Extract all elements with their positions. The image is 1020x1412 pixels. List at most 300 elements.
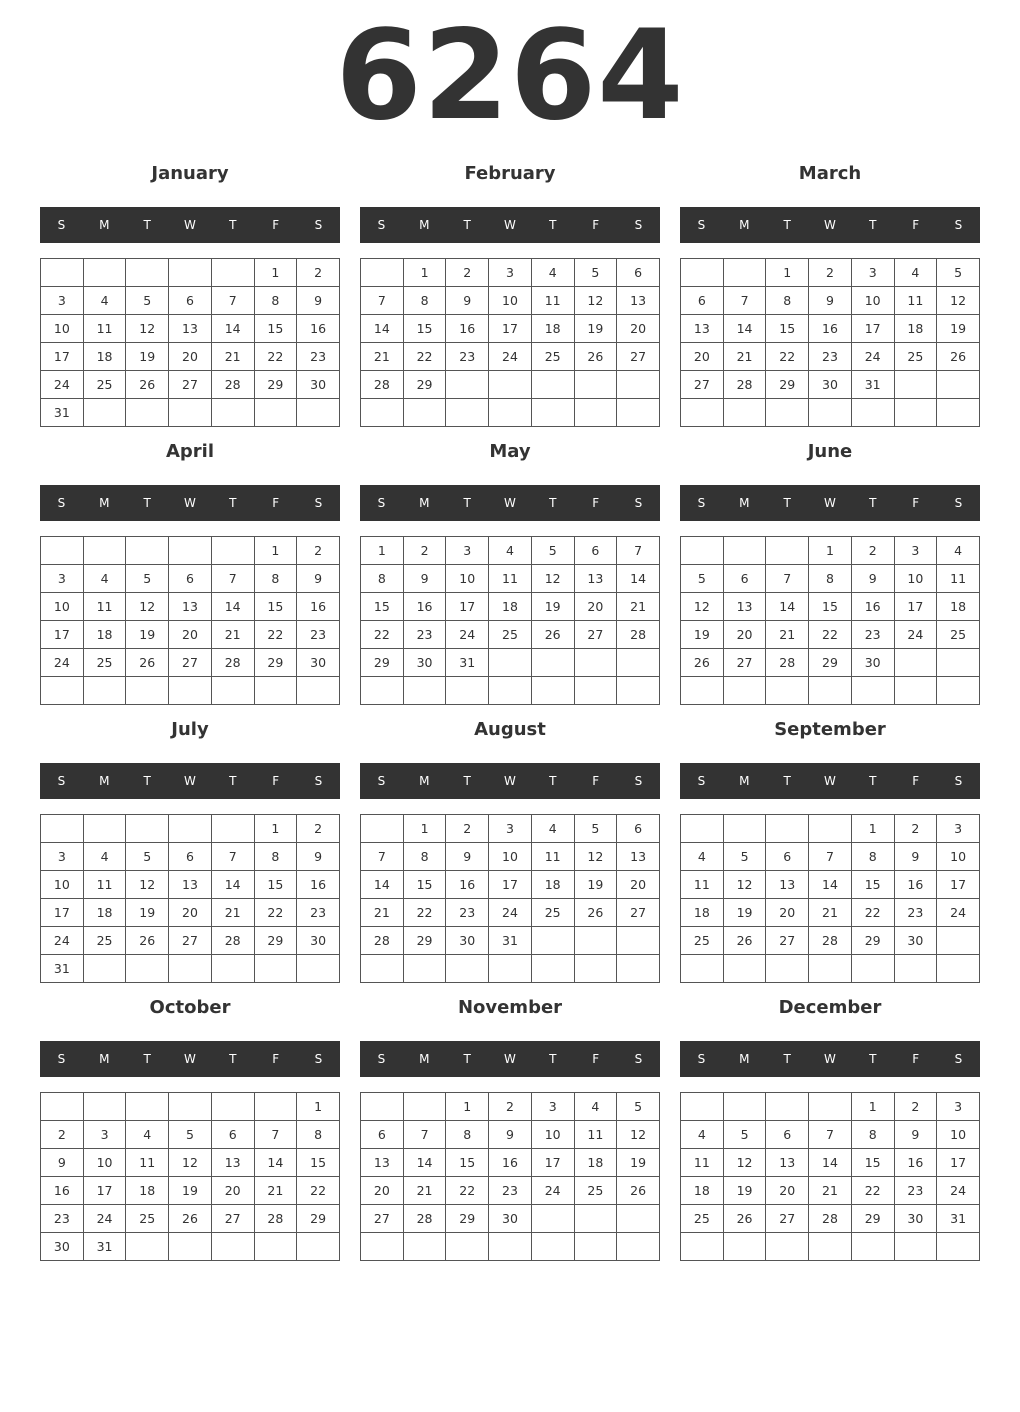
day-cell: 18 xyxy=(894,315,937,343)
day-cell: 10 xyxy=(41,871,84,899)
day-cell: 3 xyxy=(937,1093,980,1121)
week-row xyxy=(361,677,660,705)
day-cell: 17 xyxy=(937,1149,980,1177)
week-row xyxy=(361,1233,660,1261)
day-cell: 23 xyxy=(403,621,446,649)
day-cell: 28 xyxy=(254,1205,297,1233)
day-cell: 20 xyxy=(723,621,766,649)
day-cell: 21 xyxy=(809,1177,852,1205)
weekday-label: W xyxy=(504,218,516,232)
day-cell: 16 xyxy=(809,315,852,343)
week-row xyxy=(681,649,980,677)
day-cell: 30 xyxy=(403,649,446,677)
week-row xyxy=(41,621,340,649)
empty-day-cell xyxy=(446,371,489,399)
empty-day-cell xyxy=(169,955,212,983)
empty-day-cell xyxy=(83,1093,126,1121)
day-cell: 13 xyxy=(617,843,660,871)
day-cell: 10 xyxy=(937,1121,980,1149)
empty-day-cell xyxy=(83,537,126,565)
day-cell: 27 xyxy=(169,927,212,955)
day-cell: 18 xyxy=(83,621,126,649)
week-row xyxy=(361,287,660,315)
empty-day-cell xyxy=(617,371,660,399)
day-cell: 27 xyxy=(723,649,766,677)
weekday-label: T xyxy=(549,1052,557,1066)
empty-day-cell xyxy=(169,399,212,427)
empty-day-cell xyxy=(126,677,169,705)
empty-day-cell xyxy=(894,371,937,399)
empty-day-cell xyxy=(41,677,84,705)
empty-day-cell xyxy=(254,955,297,983)
week-row xyxy=(41,343,340,371)
day-cell: 16 xyxy=(297,593,340,621)
day-cell: 30 xyxy=(894,927,937,955)
empty-day-cell xyxy=(446,1233,489,1261)
day-cell: 25 xyxy=(489,621,532,649)
day-cell: 15 xyxy=(851,1149,894,1177)
week-row xyxy=(41,1205,340,1233)
weekday-label: W xyxy=(824,1052,836,1066)
day-cell: 30 xyxy=(297,649,340,677)
empty-day-cell xyxy=(766,677,809,705)
day-cell: 31 xyxy=(41,955,84,983)
weekday-label: S xyxy=(314,774,323,788)
day-cell: 20 xyxy=(766,1177,809,1205)
empty-day-cell xyxy=(574,927,617,955)
empty-day-cell xyxy=(681,537,724,565)
day-cell: 1 xyxy=(446,1093,489,1121)
day-cell: 9 xyxy=(894,1121,937,1149)
day-cell: 24 xyxy=(851,343,894,371)
day-cell: 3 xyxy=(489,815,532,843)
day-cell: 23 xyxy=(297,343,340,371)
day-cell: 21 xyxy=(766,621,809,649)
empty-day-cell xyxy=(681,259,724,287)
day-cell: 1 xyxy=(297,1093,340,1121)
day-cell: 19 xyxy=(531,593,574,621)
day-grid xyxy=(40,536,340,705)
day-cell: 31 xyxy=(489,927,532,955)
day-cell: 5 xyxy=(574,259,617,287)
day-cell: 15 xyxy=(851,871,894,899)
day-cell: 25 xyxy=(531,899,574,927)
empty-day-cell xyxy=(297,399,340,427)
empty-day-cell xyxy=(723,399,766,427)
day-cell: 7 xyxy=(211,565,254,593)
empty-day-cell xyxy=(446,677,489,705)
day-cell: 17 xyxy=(83,1177,126,1205)
empty-day-cell xyxy=(809,1093,852,1121)
day-cell: 9 xyxy=(297,843,340,871)
week-row xyxy=(681,1093,980,1121)
weekday-label: W xyxy=(504,496,516,510)
day-cell: 24 xyxy=(41,649,84,677)
weekday-label: T xyxy=(143,774,151,788)
day-cell: 13 xyxy=(211,1149,254,1177)
day-cell: 18 xyxy=(937,593,980,621)
day-cell: 14 xyxy=(361,871,404,899)
week-row xyxy=(41,955,340,983)
weekday-label: M xyxy=(419,1052,430,1066)
week-row xyxy=(681,1177,980,1205)
weekday-header xyxy=(680,763,980,799)
day-grid xyxy=(360,814,660,983)
day-cell: 16 xyxy=(446,871,489,899)
week-row xyxy=(41,843,340,871)
day-cell: 14 xyxy=(403,1149,446,1177)
day-cell: 11 xyxy=(83,315,126,343)
week-row xyxy=(361,1149,660,1177)
day-cell: 9 xyxy=(297,565,340,593)
day-cell: 12 xyxy=(126,593,169,621)
day-cell: 9 xyxy=(809,287,852,315)
day-cell: 5 xyxy=(169,1121,212,1149)
day-cell: 7 xyxy=(617,537,660,565)
weekday-label: S xyxy=(697,774,706,788)
weekday-label: W xyxy=(824,496,836,510)
day-cell: 26 xyxy=(681,649,724,677)
empty-day-cell xyxy=(574,955,617,983)
day-cell: 21 xyxy=(211,343,254,371)
weekday-label: F xyxy=(592,496,600,510)
week-row xyxy=(41,287,340,315)
week-row xyxy=(681,927,980,955)
weekday-label: T xyxy=(783,218,791,232)
empty-day-cell xyxy=(126,955,169,983)
day-cell: 16 xyxy=(851,593,894,621)
day-cell: 22 xyxy=(851,1177,894,1205)
day-cell: 7 xyxy=(361,287,404,315)
weekday-label: S xyxy=(377,1052,386,1066)
empty-day-cell xyxy=(723,677,766,705)
day-cell: 17 xyxy=(489,871,532,899)
day-cell: 1 xyxy=(851,815,894,843)
day-cell: 28 xyxy=(211,649,254,677)
week-row xyxy=(681,371,980,399)
day-cell: 6 xyxy=(617,259,660,287)
day-cell: 12 xyxy=(574,287,617,315)
day-cell: 11 xyxy=(681,1149,724,1177)
day-cell: 23 xyxy=(297,899,340,927)
month-name: June xyxy=(807,441,853,462)
weekday-label: F xyxy=(272,1052,280,1066)
day-cell: 13 xyxy=(169,593,212,621)
weekday-label: W xyxy=(184,774,196,788)
weekday-label: T xyxy=(229,218,237,232)
day-cell: 15 xyxy=(766,315,809,343)
day-cell: 27 xyxy=(766,1205,809,1233)
empty-day-cell xyxy=(489,677,532,705)
empty-day-cell xyxy=(937,927,980,955)
day-cell: 12 xyxy=(937,287,980,315)
day-cell: 4 xyxy=(894,259,937,287)
week-row xyxy=(41,871,340,899)
week-row xyxy=(41,593,340,621)
day-cell: 6 xyxy=(766,843,809,871)
day-cell: 3 xyxy=(83,1121,126,1149)
empty-day-cell xyxy=(681,677,724,705)
weekday-label: S xyxy=(57,774,66,788)
empty-day-cell xyxy=(809,955,852,983)
day-cell: 19 xyxy=(126,621,169,649)
day-cell: 26 xyxy=(723,1205,766,1233)
empty-day-cell xyxy=(403,955,446,983)
week-row xyxy=(41,1149,340,1177)
day-cell: 22 xyxy=(254,899,297,927)
empty-day-cell xyxy=(169,259,212,287)
day-cell: 12 xyxy=(169,1149,212,1177)
day-cell: 26 xyxy=(126,927,169,955)
weekday-label: S xyxy=(954,496,963,510)
empty-day-cell xyxy=(361,1233,404,1261)
week-row xyxy=(41,1233,340,1261)
empty-day-cell xyxy=(446,399,489,427)
weekday-header xyxy=(40,763,340,799)
empty-day-cell xyxy=(681,399,724,427)
day-cell: 9 xyxy=(41,1149,84,1177)
day-cell: 23 xyxy=(851,621,894,649)
day-cell: 10 xyxy=(937,843,980,871)
week-row xyxy=(361,315,660,343)
day-cell: 6 xyxy=(723,565,766,593)
empty-day-cell xyxy=(574,1205,617,1233)
week-row xyxy=(361,955,660,983)
weekday-header xyxy=(360,763,660,799)
day-cell: 28 xyxy=(211,371,254,399)
day-cell: 6 xyxy=(361,1121,404,1149)
empty-day-cell xyxy=(41,259,84,287)
weekday-label: T xyxy=(143,1052,151,1066)
day-cell: 29 xyxy=(403,371,446,399)
day-cell: 7 xyxy=(723,287,766,315)
day-cell: 1 xyxy=(766,259,809,287)
empty-day-cell xyxy=(489,371,532,399)
weekday-header xyxy=(40,1041,340,1077)
month-name: October xyxy=(149,997,231,1018)
day-cell: 10 xyxy=(41,315,84,343)
empty-day-cell xyxy=(211,1233,254,1261)
day-cell: 11 xyxy=(531,843,574,871)
day-cell: 6 xyxy=(617,815,660,843)
empty-day-cell xyxy=(574,371,617,399)
empty-day-cell xyxy=(83,955,126,983)
day-cell: 18 xyxy=(681,1177,724,1205)
day-cell: 24 xyxy=(41,371,84,399)
day-cell: 15 xyxy=(361,593,404,621)
day-cell: 13 xyxy=(574,565,617,593)
day-cell: 5 xyxy=(531,537,574,565)
day-cell: 25 xyxy=(126,1205,169,1233)
day-cell: 13 xyxy=(169,871,212,899)
weekday-header xyxy=(360,485,660,521)
week-row xyxy=(681,343,980,371)
empty-day-cell xyxy=(617,955,660,983)
day-cell: 19 xyxy=(617,1149,660,1177)
day-cell: 12 xyxy=(617,1121,660,1149)
weekday-label: T xyxy=(869,774,877,788)
week-row xyxy=(681,955,980,983)
day-cell: 1 xyxy=(403,815,446,843)
day-cell: 26 xyxy=(126,649,169,677)
empty-day-cell xyxy=(211,259,254,287)
day-cell: 18 xyxy=(531,315,574,343)
empty-day-cell xyxy=(531,371,574,399)
weekday-label: M xyxy=(99,1052,110,1066)
weekday-label: S xyxy=(57,496,66,510)
day-cell: 25 xyxy=(83,371,126,399)
empty-day-cell xyxy=(169,1233,212,1261)
day-cell: 25 xyxy=(681,927,724,955)
day-cell: 19 xyxy=(126,343,169,371)
empty-day-cell xyxy=(297,1233,340,1261)
weekday-label: T xyxy=(549,774,557,788)
day-cell: 20 xyxy=(169,343,212,371)
empty-day-cell xyxy=(851,399,894,427)
empty-day-cell xyxy=(617,649,660,677)
weekday-label: W xyxy=(824,218,836,232)
empty-day-cell xyxy=(723,259,766,287)
empty-day-cell xyxy=(809,677,852,705)
day-cell: 10 xyxy=(851,287,894,315)
empty-day-cell xyxy=(403,399,446,427)
empty-day-cell xyxy=(617,1233,660,1261)
day-cell: 11 xyxy=(126,1149,169,1177)
day-cell: 17 xyxy=(446,593,489,621)
day-cell: 15 xyxy=(403,871,446,899)
day-cell: 3 xyxy=(489,259,532,287)
day-cell: 9 xyxy=(894,843,937,871)
empty-day-cell xyxy=(574,1233,617,1261)
day-cell: 31 xyxy=(446,649,489,677)
empty-day-cell xyxy=(681,955,724,983)
day-cell: 18 xyxy=(83,343,126,371)
week-row xyxy=(41,259,340,287)
day-cell: 15 xyxy=(403,315,446,343)
empty-day-cell xyxy=(937,1233,980,1261)
day-cell: 23 xyxy=(894,899,937,927)
day-cell: 22 xyxy=(361,621,404,649)
weekday-label: S xyxy=(697,218,706,232)
weekday-label: T xyxy=(143,496,151,510)
year-title: 6264 xyxy=(335,4,685,148)
empty-day-cell xyxy=(531,1205,574,1233)
week-row xyxy=(681,287,980,315)
day-cell: 26 xyxy=(574,899,617,927)
day-cell: 12 xyxy=(723,871,766,899)
day-cell: 22 xyxy=(254,343,297,371)
day-cell: 8 xyxy=(403,287,446,315)
day-cell: 8 xyxy=(403,843,446,871)
day-cell: 13 xyxy=(766,871,809,899)
weekday-header xyxy=(360,1041,660,1077)
day-cell: 6 xyxy=(681,287,724,315)
day-cell: 21 xyxy=(211,621,254,649)
empty-day-cell xyxy=(211,955,254,983)
empty-day-cell xyxy=(126,815,169,843)
day-cell: 8 xyxy=(766,287,809,315)
empty-day-cell xyxy=(126,399,169,427)
weekday-label: M xyxy=(739,496,750,510)
day-cell: 26 xyxy=(574,343,617,371)
day-cell: 2 xyxy=(297,259,340,287)
day-cell: 24 xyxy=(489,899,532,927)
empty-day-cell xyxy=(851,1233,894,1261)
day-cell: 22 xyxy=(297,1177,340,1205)
day-cell: 7 xyxy=(403,1121,446,1149)
day-cell: 20 xyxy=(617,871,660,899)
weekday-label: S xyxy=(57,1052,66,1066)
day-cell: 18 xyxy=(126,1177,169,1205)
empty-day-cell xyxy=(574,677,617,705)
day-cell: 10 xyxy=(489,843,532,871)
day-cell: 6 xyxy=(211,1121,254,1149)
weekday-label: F xyxy=(272,496,280,510)
day-cell: 14 xyxy=(766,593,809,621)
day-cell: 6 xyxy=(169,565,212,593)
day-cell: 5 xyxy=(723,1121,766,1149)
empty-day-cell xyxy=(531,955,574,983)
empty-day-cell xyxy=(723,1233,766,1261)
empty-day-cell xyxy=(894,1233,937,1261)
weekday-label: M xyxy=(99,774,110,788)
week-row xyxy=(361,259,660,287)
empty-day-cell xyxy=(766,399,809,427)
week-row xyxy=(361,621,660,649)
day-cell: 4 xyxy=(574,1093,617,1121)
day-cell: 13 xyxy=(617,287,660,315)
week-row xyxy=(361,815,660,843)
empty-day-cell xyxy=(851,677,894,705)
day-cell: 31 xyxy=(851,371,894,399)
day-cell: 3 xyxy=(446,537,489,565)
week-row xyxy=(681,621,980,649)
week-row xyxy=(361,371,660,399)
week-row xyxy=(41,815,340,843)
empty-day-cell xyxy=(83,259,126,287)
empty-day-cell xyxy=(681,1233,724,1261)
week-row xyxy=(361,1177,660,1205)
empty-day-cell xyxy=(894,677,937,705)
day-cell: 7 xyxy=(254,1121,297,1149)
empty-day-cell xyxy=(531,677,574,705)
day-cell: 15 xyxy=(446,1149,489,1177)
day-cell: 14 xyxy=(809,871,852,899)
empty-day-cell xyxy=(766,537,809,565)
day-cell: 15 xyxy=(297,1149,340,1177)
day-cell: 7 xyxy=(211,287,254,315)
empty-day-cell xyxy=(723,1093,766,1121)
weekday-label: S xyxy=(377,218,386,232)
day-cell: 19 xyxy=(937,315,980,343)
day-cell: 6 xyxy=(574,537,617,565)
week-row xyxy=(681,565,980,593)
day-cell: 5 xyxy=(617,1093,660,1121)
weekday-label: W xyxy=(184,1052,196,1066)
day-cell: 14 xyxy=(361,315,404,343)
empty-day-cell xyxy=(937,677,980,705)
weekday-label: F xyxy=(592,1052,600,1066)
day-cell: 5 xyxy=(681,565,724,593)
week-row xyxy=(361,927,660,955)
day-cell: 1 xyxy=(254,537,297,565)
day-cell: 26 xyxy=(169,1205,212,1233)
day-cell: 17 xyxy=(851,315,894,343)
day-cell: 3 xyxy=(531,1093,574,1121)
weekday-label: T xyxy=(869,1052,877,1066)
day-cell: 10 xyxy=(489,287,532,315)
day-cell: 4 xyxy=(83,565,126,593)
